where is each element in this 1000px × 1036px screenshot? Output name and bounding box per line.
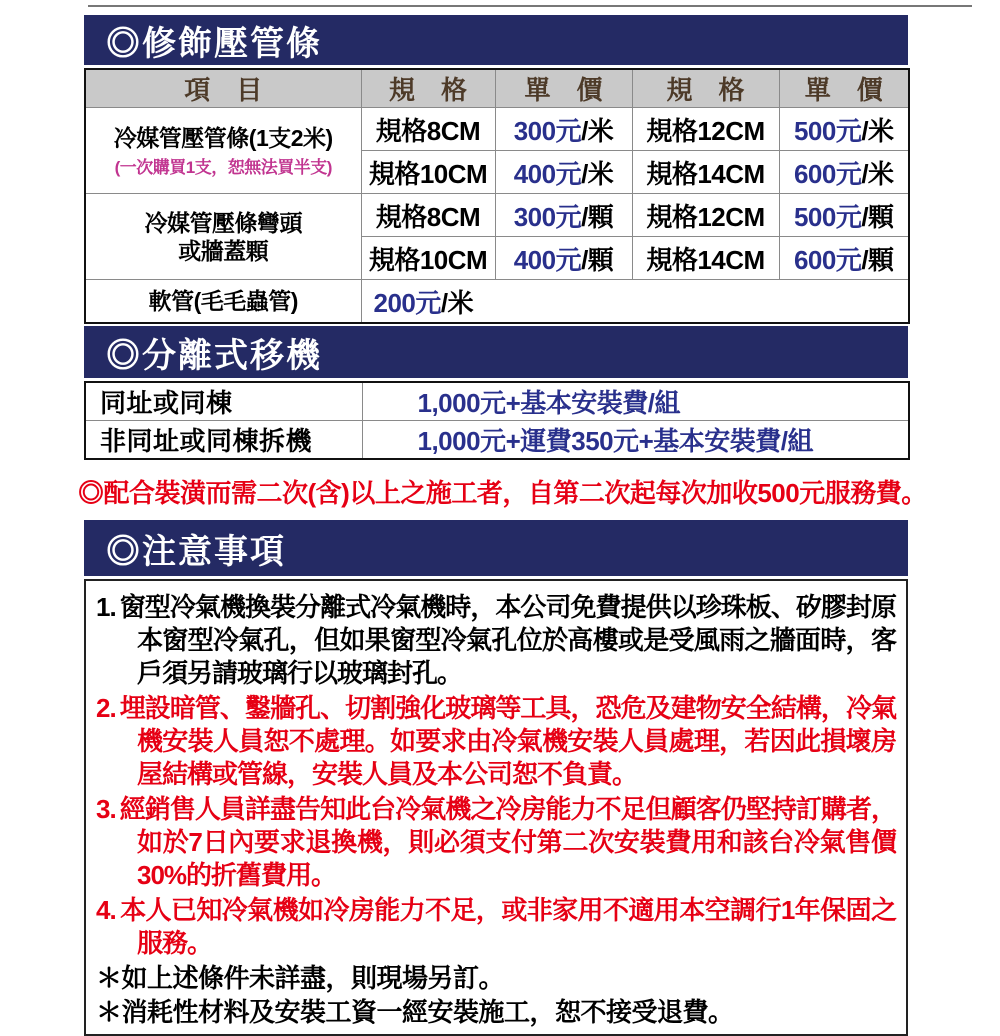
price-amount: 200元 bbox=[373, 287, 441, 318]
relocation-label: 非同址或同棟拆機 bbox=[85, 421, 362, 460]
notice-number: 3. bbox=[96, 794, 116, 824]
item-cell-soft-pipe bbox=[85, 280, 361, 324]
spec-cell: 規格14CM bbox=[632, 151, 779, 194]
price-cell bbox=[495, 194, 632, 237]
spec-cell: 規格10CM bbox=[361, 151, 495, 194]
surcharge-note: ◎配合裝潢而需二次(含)以上之施工者，自第二次起每次加收500元服務費。 bbox=[78, 478, 927, 508]
price-unit: /顆 bbox=[581, 244, 614, 275]
col-header-price-2: 單 價 bbox=[779, 69, 909, 108]
table-row bbox=[85, 108, 909, 151]
top-edge-artifact bbox=[88, 5, 972, 7]
notice-number: 2. bbox=[96, 693, 116, 723]
price-cell bbox=[779, 194, 909, 237]
notice-text: 本人已知冷氣機如冷房能力不足，或非家用不適用本空調行1年保固之服務。 bbox=[119, 895, 896, 958]
price-cell bbox=[495, 237, 632, 280]
price-unit: /顆 bbox=[581, 201, 614, 232]
spec-cell: 規格8CM bbox=[361, 194, 495, 237]
price-amount: 500元 bbox=[793, 115, 862, 146]
table-row bbox=[85, 194, 909, 237]
item-cell-elbow-cap bbox=[85, 194, 361, 280]
notice-text: 窗型冷氣機換裝分離式冷氣機時，本公司免費提供以珍珠板、矽膠封原本窗型冷氣孔，但如果窗型冷氣孔位於高樓或是受風雨之牆面時，客戶須另請玻璃行以玻璃封孔。 bbox=[119, 592, 896, 688]
table-row bbox=[85, 421, 909, 460]
price-unit: /米 bbox=[861, 115, 894, 146]
relocation-price-table bbox=[84, 381, 910, 460]
price-amount: 500元 bbox=[793, 201, 862, 232]
col-header-spec-2: 規 格 bbox=[632, 69, 779, 108]
section-header-notice bbox=[84, 520, 908, 576]
price-flyer bbox=[78, 15, 927, 1036]
col-header-price-1: 單 價 bbox=[495, 69, 632, 108]
item-name-line2: 或牆蓋顆 bbox=[178, 237, 269, 264]
spec-cell: 規格8CM bbox=[361, 108, 495, 151]
notice-item-1 bbox=[96, 591, 896, 690]
trim-strip-price-table bbox=[84, 68, 910, 324]
relocation-price: 1,000元+運費350元+基本安裝費/組 bbox=[362, 421, 909, 460]
col-header-spec-1: 規 格 bbox=[361, 69, 495, 108]
price-cell bbox=[495, 108, 632, 151]
price-amount: 600元 bbox=[793, 244, 862, 275]
relocation-label: 同址或同棟 bbox=[85, 382, 362, 421]
notice-text: 經銷售人員詳盡告知此台冷氣機之冷房能力不足但顧客仍堅持訂購者，如於7日內要求退換機，則必須支付第二次安裝費用和該台冷氣售價30%的折舊費用。 bbox=[119, 794, 896, 890]
item-name: 冷媒管壓管條(1支2米) bbox=[113, 124, 333, 151]
section-title: ◎注意事項 bbox=[106, 532, 286, 571]
col-header-item: 項 目 bbox=[85, 69, 361, 108]
item-purchase-note: (一次購買1支，恕無法買半支) bbox=[114, 157, 332, 177]
spec-cell: 規格10CM bbox=[361, 237, 495, 280]
price-unit: /顆 bbox=[861, 244, 894, 275]
spec-cell: 規格14CM bbox=[632, 237, 779, 280]
section-title: ◎分離式移機 bbox=[106, 336, 322, 375]
price-amount: 400元 bbox=[513, 244, 582, 275]
price-unit: /米 bbox=[581, 115, 614, 146]
price-cell bbox=[779, 151, 909, 194]
notice-item-2 bbox=[96, 692, 896, 791]
notice-box bbox=[84, 579, 908, 1036]
footnote-2: ＊消耗性材料及安裝工資一經安裝施工，恕不接受退費。 bbox=[96, 997, 734, 1027]
notice-item-4 bbox=[96, 894, 896, 960]
price-amount: 300元 bbox=[513, 115, 582, 146]
item-cell-pipe-strip bbox=[85, 108, 361, 194]
price-amount: 300元 bbox=[513, 201, 582, 232]
price-unit: /顆 bbox=[861, 201, 894, 232]
item-name-line1: 冷媒管壓條彎頭 bbox=[144, 209, 302, 236]
price-amount: 400元 bbox=[513, 158, 582, 189]
price-cell bbox=[361, 280, 909, 324]
table-header-row bbox=[85, 69, 909, 108]
price-cell bbox=[779, 108, 909, 151]
section-header-relocation bbox=[84, 326, 908, 378]
notice-item-3 bbox=[96, 793, 896, 892]
price-unit: /米 bbox=[440, 287, 474, 318]
table-row bbox=[85, 280, 909, 324]
price-unit: /米 bbox=[861, 158, 894, 189]
price-unit: /米 bbox=[581, 158, 614, 189]
price-amount: 600元 bbox=[793, 158, 862, 189]
price-cell bbox=[495, 151, 632, 194]
spec-cell: 規格12CM bbox=[632, 108, 779, 151]
footnote-1: ＊如上述條件未詳盡，則現場另訂。 bbox=[96, 963, 505, 993]
relocation-price: 1,000元+基本安裝費/組 bbox=[362, 382, 909, 421]
table-row bbox=[85, 382, 909, 421]
spec-cell: 規格12CM bbox=[632, 194, 779, 237]
section-title: ◎修飾壓管條 bbox=[106, 24, 322, 63]
notice-number: 4. bbox=[96, 895, 116, 925]
notice-text: 埋設暗管、鑿牆孔、切割強化玻璃等工具，恐危及建物安全結構，冷氣機安裝人員恕不處理。如要求由冷氣機安裝人員處理，若因此損壞房屋結構或管線，安裝人員及本公司恕不負責。 bbox=[119, 693, 896, 789]
notice-number: 1. bbox=[96, 592, 116, 622]
item-name: 軟管(毛毛蟲管) bbox=[148, 288, 298, 314]
section-header-trim-strip bbox=[84, 15, 908, 65]
price-cell bbox=[779, 237, 909, 280]
